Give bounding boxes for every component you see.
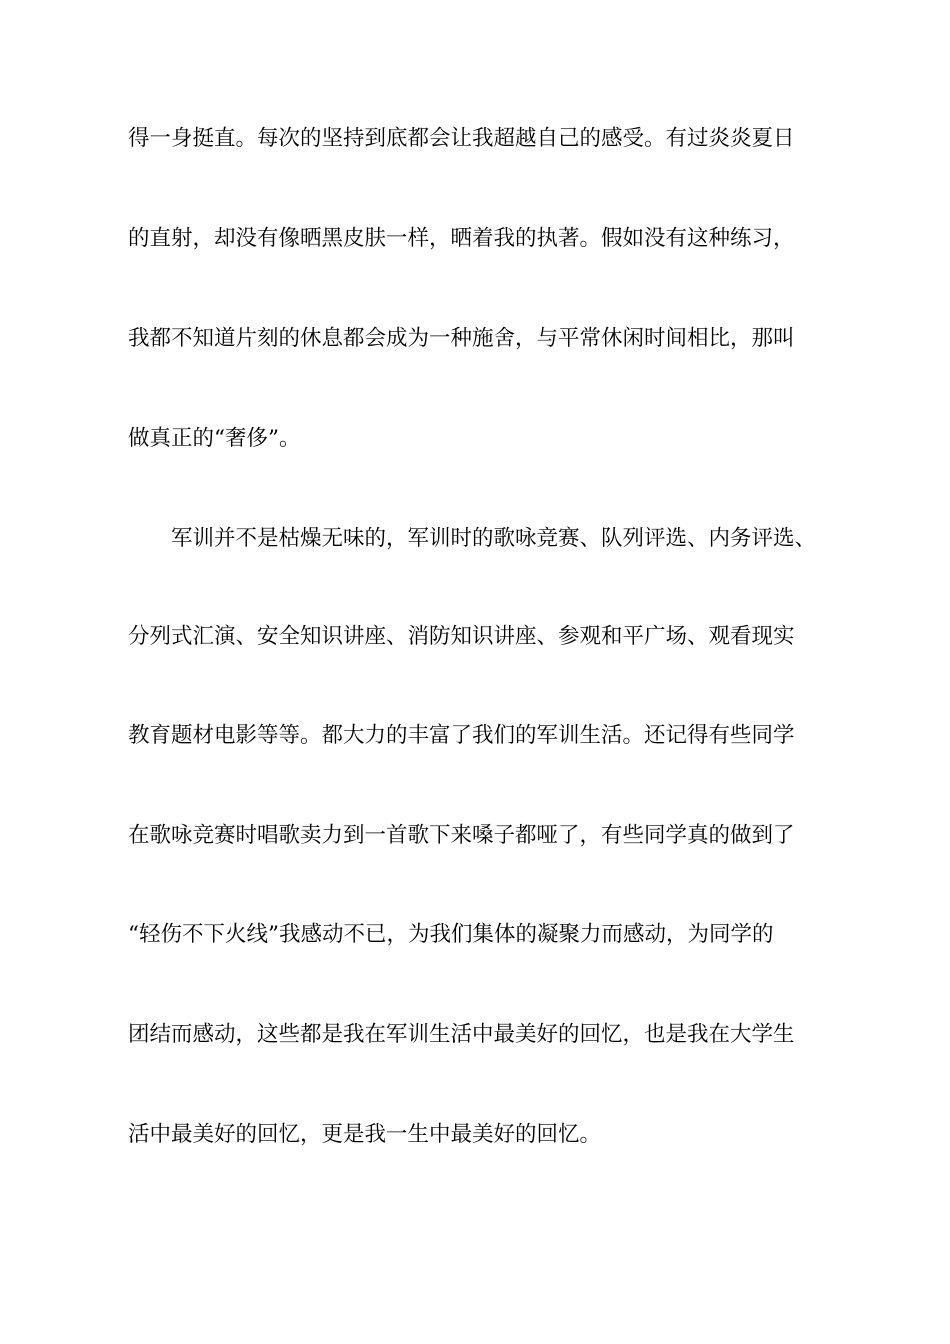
text-line: 团结而感动，这些都是我在军训生活中最美好的回忆，也是我在大学生 <box>128 1022 795 1047</box>
text-line: 分列式汇演、安全知识讲座、消防知识讲座、参观和平广场、观看现实 <box>128 624 795 649</box>
text-line: 我都不知道片刻的休息都会成为一种施舍，与平常休闲时间相比，那叫 <box>128 326 795 351</box>
text-line: “轻伤不下火线”我感动不已，为我们集体的凝聚力而感动，为同学的 <box>128 922 774 947</box>
text-line: 的直射，却没有像晒黑皮肤一样，晒着我的执著。假如没有这种练习， <box>128 226 795 251</box>
paragraph-first-line: 军训并不是枯燥无味的，军训时的歌咏竞赛、队列评选、内务评选、 <box>128 526 817 551</box>
text-line: 教育题材电影等等。都大力的丰富了我们的军训生活。还记得有些同学 <box>128 723 795 748</box>
text-line: 做真正的“奢侈”。 <box>128 426 301 451</box>
text-line: 在歌咏竞赛时唱歌卖力到一首歌下来嗓子都哑了，有些同学真的做到了 <box>128 823 795 848</box>
text-line: 得一身挺直。每次的坚持到底都会让我超越自己的感受。有过炎炎夏日 <box>128 126 795 151</box>
text-line: 活中最美好的回忆，更是我一生中最美好的回忆。 <box>128 1122 602 1147</box>
